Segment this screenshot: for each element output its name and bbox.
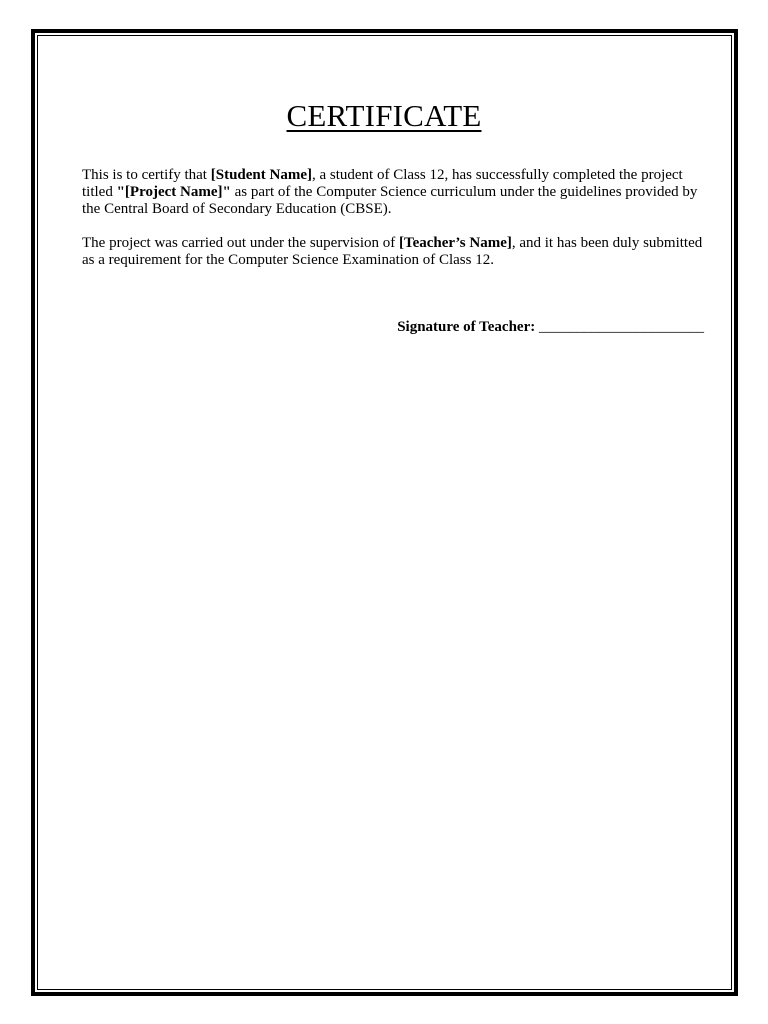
paragraph-2-text-2: , and it has been duly submitted as a requirement for the Computer Science Examination of Class 12. [82, 235, 703, 268]
certificate-title: CERTIFICATE [286, 98, 482, 133]
teacher-signature [397, 319, 704, 336]
signature-line: ______________________ [539, 319, 704, 335]
paragraph-1-text-2: , a student of Class 12, has successfully completed the project titled [82, 167, 683, 200]
project-name-placeholder: "[Project Name]" [116, 184, 231, 200]
paragraph-1-text-1: This is to certify that [82, 167, 211, 183]
teacher-name-placeholder: [Teacher’s Name] [398, 235, 512, 251]
paragraph-2-text-1: The project was carried out under the supervision of [82, 235, 399, 251]
paragraph-1-text-3: as part of the Computer Science curriculum under the guidelines provided by the Central Board of Secondary Education (CBSE). [82, 184, 698, 217]
certification-paragraph [82, 167, 704, 218]
student-name-placeholder: [Student Name] [210, 167, 312, 183]
supervision-paragraph [82, 235, 704, 269]
signature-label: Signature of Teacher: [397, 319, 536, 335]
